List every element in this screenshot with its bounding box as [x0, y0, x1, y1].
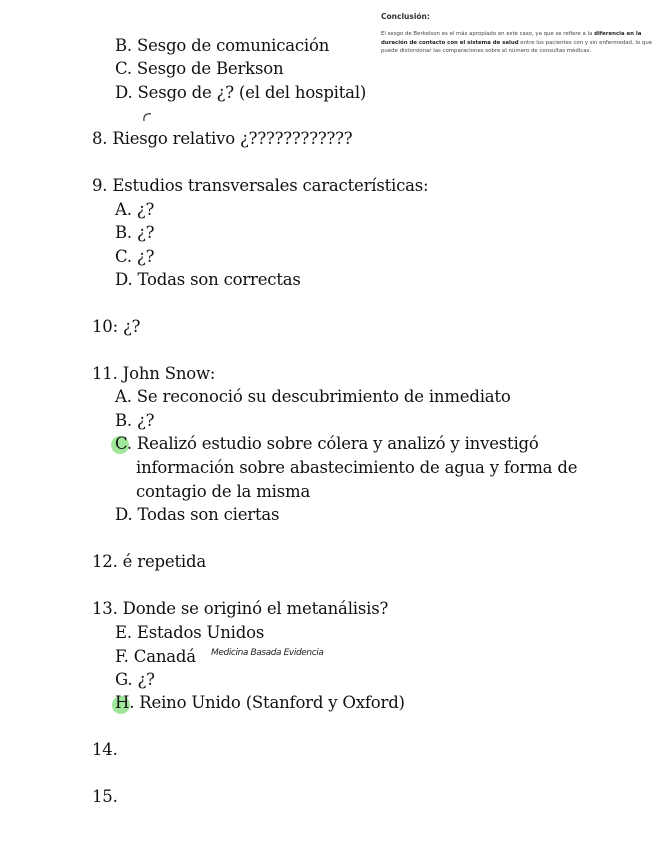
- q7-option-b: B. Sesgo de comunicación: [115, 36, 330, 55]
- conclusion-box: [381, 12, 659, 56]
- conclusion-title: Conclusión:: [381, 12, 430, 21]
- q11-text: 11. John Snow:: [92, 364, 216, 383]
- conclusion-bold-text: diferencia en la duración de contacto con el sistema de salud: [381, 31, 642, 46]
- conclusion-text: [381, 30, 659, 56]
- q10-text: 10: ¿?: [92, 317, 141, 336]
- q7-option-c: C. Sesgo de Berkson: [115, 59, 284, 78]
- q9-option-a: A. ¿?: [115, 200, 155, 219]
- q13-option-e: E. Estados Unidos: [115, 623, 265, 642]
- q12-text: 12. é repetida: [92, 552, 206, 571]
- q15-text: 15.: [92, 787, 118, 806]
- q9-option-b: B. ¿?: [115, 223, 155, 242]
- q11-option-b: B. ¿?: [115, 411, 155, 430]
- handwritten-note: Medicina Basada Evidencia: [211, 648, 324, 658]
- conclusion-text-before: El sesgo de Berkelson es el más apropiado en este caso, ya que se refiere a la: [381, 31, 595, 37]
- q9-text: 9. Estudios transversales características:: [92, 176, 429, 195]
- q9-option-d: D. Todas son correctas: [115, 270, 301, 289]
- q11-option-a: A. Se reconoció su descubrimiento de inmediato: [115, 387, 511, 406]
- conclusion-text-after: entre los pacientes con y sin enfermedad, lo que puede distorsionar las comparaciones sobre el número de consultas médicas.: [381, 39, 653, 55]
- q13-text: 13. Donde se originó el metanálisis?: [92, 599, 389, 618]
- q11-option-c-cont-2: contagio de la misma: [136, 482, 311, 501]
- q7-option-d: D. Sesgo de ¿? (el del hospital): [115, 83, 367, 102]
- q13-option-g: G. ¿?: [115, 670, 155, 689]
- cursor-mark-icon: [141, 112, 153, 124]
- q13-option-f: F. Canadá: [115, 647, 196, 666]
- q13-option-h: H. Reino Unido (Stanford y Oxford): [115, 693, 405, 712]
- q11-option-d: D. Todas son ciertas: [115, 505, 280, 524]
- q9-option-c: C. ¿?: [115, 247, 155, 266]
- q8-text: 8. Riesgo relativo ¿????????????: [92, 129, 353, 148]
- q11-option-c: C. Realizó estudio sobre cólera y analizó y investigó: [115, 434, 539, 453]
- q11-option-c-cont-1: información sobre abastecimiento de agua y forma de: [136, 458, 578, 477]
- q14-text: 14.: [92, 740, 118, 759]
